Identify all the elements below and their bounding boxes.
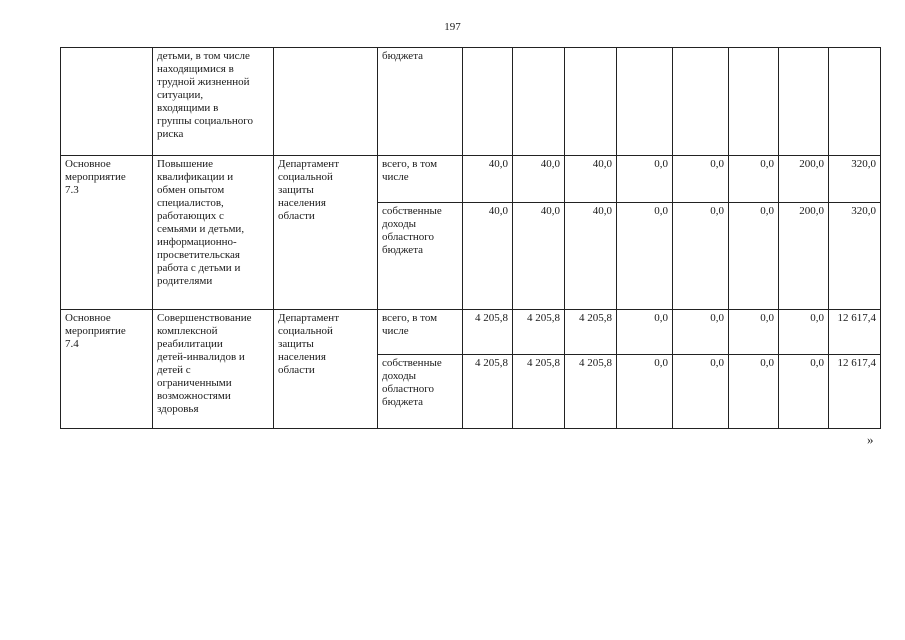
value-cell: 320,0 xyxy=(829,203,881,310)
value-cell: 0,0 xyxy=(729,355,779,429)
executor-cell: Департамент социальной защиты населения области xyxy=(274,156,378,310)
value-cell: 0,0 xyxy=(673,156,729,203)
value-cell xyxy=(617,48,673,156)
value-cell: 40,0 xyxy=(565,203,617,310)
closing-quote-mark: » xyxy=(867,432,874,447)
source-cell: всего, в том числе xyxy=(378,156,463,203)
value-cell: 0,0 xyxy=(617,355,673,429)
value-cell: 0,0 xyxy=(673,310,729,355)
value-cell: 0,0 xyxy=(673,355,729,429)
table-row xyxy=(61,48,881,156)
value-cell: 4 205,8 xyxy=(565,310,617,355)
activity-name-cell: Повышение квалификации и обмен опытом специалистов, работающих с семьями и детьми, информационно- просветительская работа с детьми и родителями xyxy=(153,156,274,310)
value-cell: 40,0 xyxy=(513,156,565,203)
value-cell xyxy=(463,48,513,156)
value-cell: 200,0 xyxy=(779,203,829,310)
activity-name-cell: детьми, в том числе находящимися в трудной жизненной ситуации, входящими в группы социального риска xyxy=(153,48,274,156)
value-cell: 0,0 xyxy=(617,310,673,355)
executor-cell: Департамент социальной защиты населения области xyxy=(274,310,378,429)
table-row xyxy=(61,156,881,203)
value-cell: 4 205,8 xyxy=(463,310,513,355)
value-cell xyxy=(729,48,779,156)
page-number: 197 xyxy=(444,21,461,33)
value-cell: 0,0 xyxy=(617,156,673,203)
value-cell: 40,0 xyxy=(565,156,617,203)
source-cell: собственные доходы областного бюджета xyxy=(378,203,463,310)
value-cell: 4 205,8 xyxy=(565,355,617,429)
value-cell: 4 205,8 xyxy=(513,310,565,355)
value-cell: 40,0 xyxy=(513,203,565,310)
value-cell: 320,0 xyxy=(829,156,881,203)
value-cell: 0,0 xyxy=(779,310,829,355)
executor-cell xyxy=(274,48,378,156)
value-cell: 0,0 xyxy=(729,310,779,355)
value-cell: 0,0 xyxy=(729,203,779,310)
value-cell: 200,0 xyxy=(779,156,829,203)
value-cell: 4 205,8 xyxy=(463,355,513,429)
activity-code-cell: Основное мероприятие 7.3 xyxy=(61,156,153,310)
value-cell: 40,0 xyxy=(463,156,513,203)
source-cell: собственные доходы областного бюджета xyxy=(378,355,463,429)
value-cell: 12 617,4 xyxy=(829,355,881,429)
value-cell xyxy=(779,48,829,156)
value-cell xyxy=(673,48,729,156)
value-cell: 40,0 xyxy=(463,203,513,310)
value-cell: 4 205,8 xyxy=(513,355,565,429)
activity-name-cell: Совершенствование комплексной реабилитации детей-инвалидов и детей с ограниченными возможностями здоровья xyxy=(153,310,274,429)
value-cell: 0,0 xyxy=(617,203,673,310)
value-cell xyxy=(565,48,617,156)
source-cell: бюджета xyxy=(378,48,463,156)
table-row xyxy=(61,310,881,355)
value-cell: 0,0 xyxy=(673,203,729,310)
budget-table xyxy=(60,47,881,429)
value-cell: 12 617,4 xyxy=(829,310,881,355)
code-cell xyxy=(61,48,153,156)
activity-code-cell: Основное мероприятие 7.4 xyxy=(61,310,153,429)
value-cell: 0,0 xyxy=(729,156,779,203)
value-cell xyxy=(829,48,881,156)
value-cell: 0,0 xyxy=(779,355,829,429)
source-cell: всего, в том числе xyxy=(378,310,463,355)
value-cell xyxy=(513,48,565,156)
